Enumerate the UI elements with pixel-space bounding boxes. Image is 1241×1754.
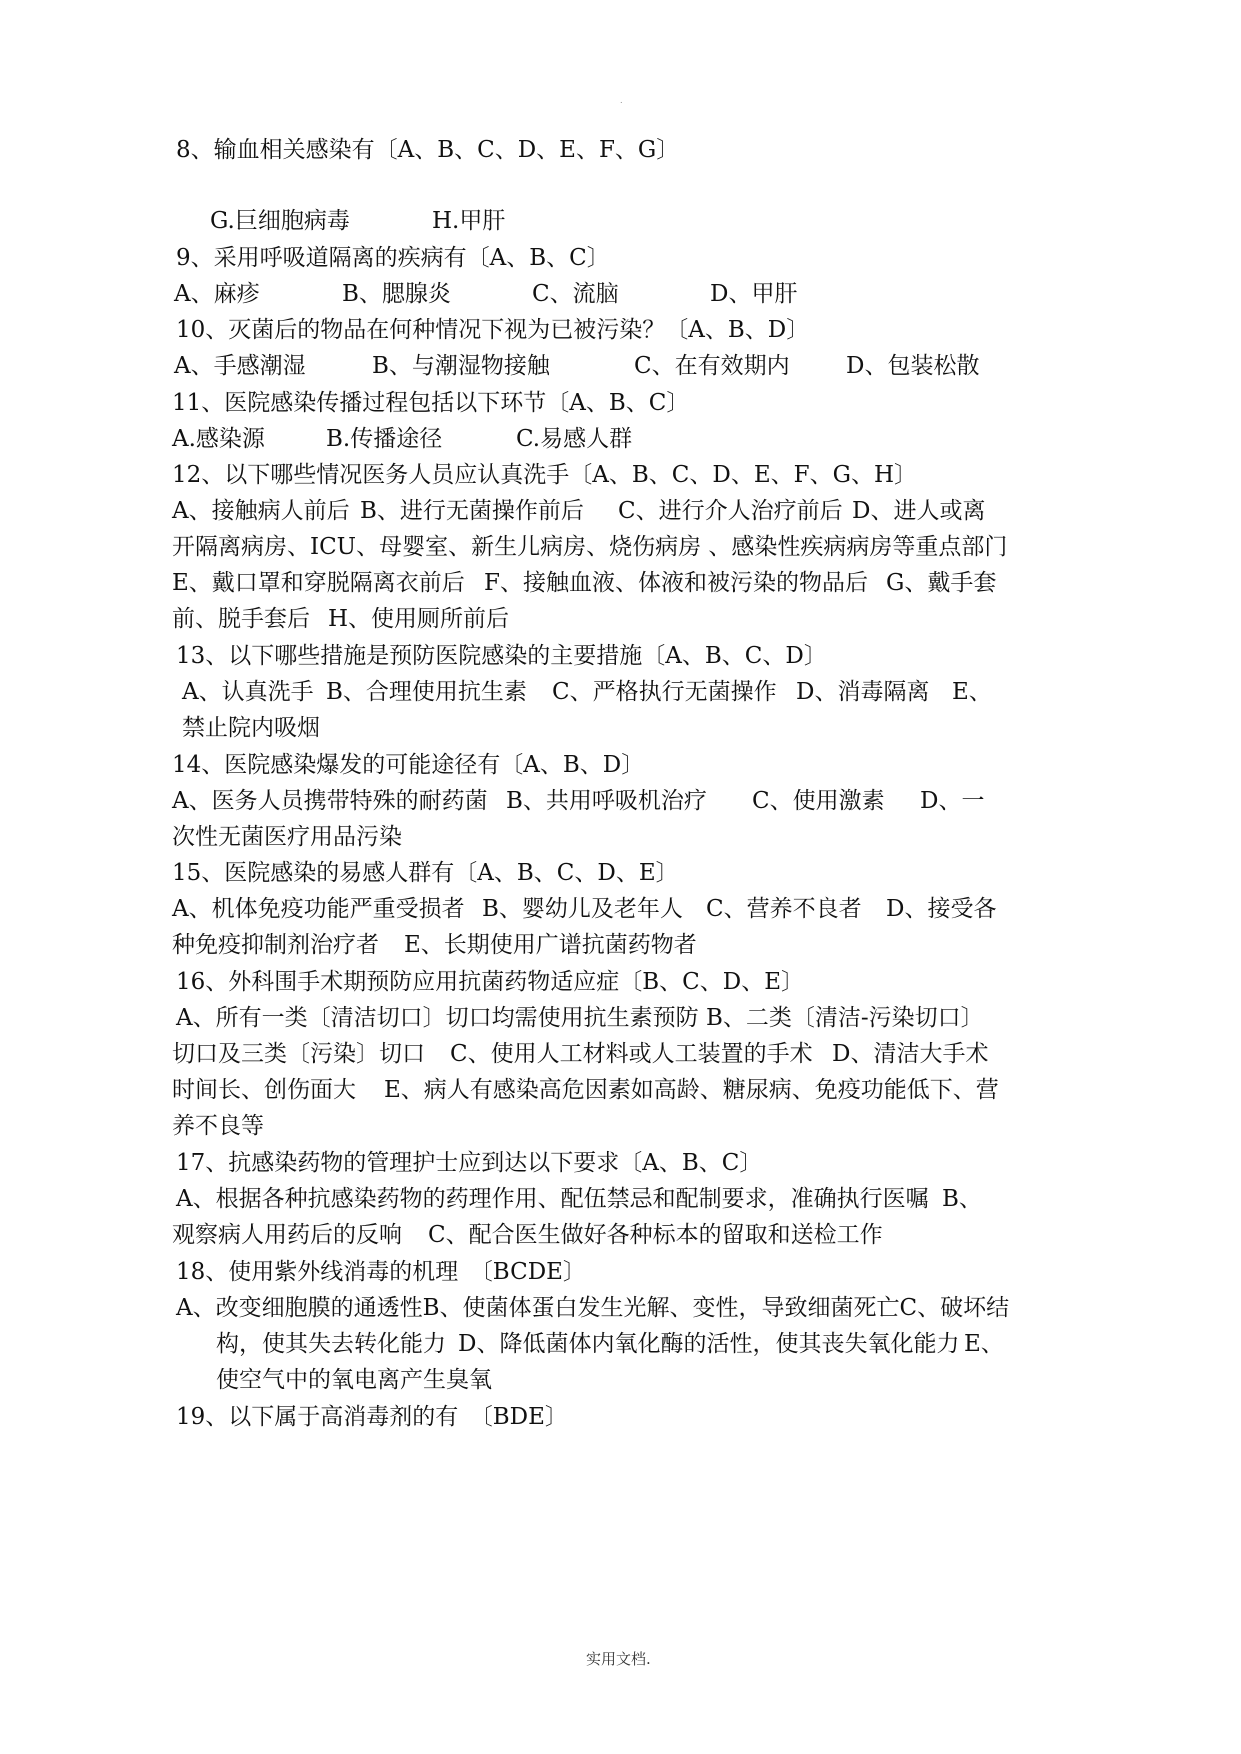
option: A、医务人员携带特殊的耐药菌	[172, 788, 488, 814]
option: B、婴幼儿及老年人	[482, 896, 683, 922]
option: F、接触血液、体液和被污染的物品后	[484, 570, 868, 596]
option: E、长期使用广谱抗菌药物者	[404, 932, 697, 958]
option: C、在有效期内	[634, 353, 790, 379]
option: A.感染源	[172, 426, 265, 452]
option-continuation: 使空气中的氧电离产生臭氧	[216, 1367, 492, 1393]
option: B、进行无菌操作前后	[360, 498, 584, 524]
option: C、使用人工材料或人工装置的手术	[450, 1041, 813, 1067]
page-footer: 实用文档.	[586, 1650, 651, 1668]
option: G、戴手套	[886, 570, 997, 596]
option: A、手感潮湿	[174, 353, 306, 379]
question-stem: 13、以下哪些措施是预防医院感染的主要措施〔A、B、C、D〕	[176, 643, 827, 669]
option: B、腮腺炎	[342, 281, 451, 307]
option: B.传播途径	[326, 426, 443, 452]
option: C、严格执行无菌操作	[552, 679, 777, 705]
option: C、营养不良者	[706, 896, 862, 922]
option: B、二类〔清洁-污染切口〕	[706, 1005, 984, 1031]
option: D、甲肝	[710, 281, 798, 307]
option: H.甲肝	[432, 208, 506, 234]
option: E、	[964, 1331, 1004, 1357]
option-continuation: 禁止院内吸烟	[182, 715, 320, 741]
question-stem: 9、采用呼吸道隔离的疾病有〔A、B、C〕	[176, 245, 610, 271]
option: B、与潮湿物接触	[372, 353, 550, 379]
question-stem: 8、输血相关感染有〔A、B、C、D、E、F、G〕	[176, 137, 680, 163]
option: A、接触病人前后	[172, 498, 350, 524]
option-continuation: 次性无菌医疗用品污染	[172, 824, 402, 850]
question-stem: 15、医院感染的易感人群有〔A、B、C、D、E〕	[172, 860, 679, 886]
question-stem: 12、以下哪些情况医务人员应认真洗手〔A、B、C、D、E、F、G、H〕	[172, 462, 917, 488]
option-continuation: 观察病人用药后的反响	[172, 1222, 402, 1248]
header-mark: .	[620, 96, 623, 105]
option: C.易感人群	[516, 426, 633, 452]
option: B、共用呼吸机治疗	[506, 788, 707, 814]
question-stem: 19、以下属于高消毒剂的有 〔BDE〕	[176, 1404, 568, 1430]
option: D、清洁大手术	[832, 1041, 989, 1067]
option: E、病人有感染高危因素如高龄、糖尿病、免疫功能低下、营	[384, 1077, 999, 1103]
option-continuation: 切口及三类〔污染〕切口	[172, 1041, 425, 1067]
question-stem: 16、外科围手术期预防应用抗菌药物适应症〔B、C、D、E〕	[176, 969, 804, 995]
option: D、进人或离	[852, 498, 986, 524]
question-stem: 11、医院感染传播过程包括以下环节〔A、B、C〕	[172, 390, 690, 416]
option: E、	[952, 679, 992, 705]
option: A、认真洗手	[182, 679, 314, 705]
option-continuation: 种免疫抑制剂治疗者	[172, 932, 379, 958]
option: C、进行介人治疗前后	[618, 498, 843, 524]
option: A、所有一类〔清洁切口〕切口均需使用抗生素预防	[176, 1005, 699, 1031]
option: A、根据各种抗感染药物的药理作用、配伍禁忌和配制要求，准确执行医嘱	[176, 1186, 929, 1212]
option-continuation: 开隔离病房、ICU、母婴室、新生儿病房、烧伤病房 、感染性疾病病房等重点部门	[172, 534, 1008, 560]
option: D、包装松散	[846, 353, 980, 379]
question-stem: 17、抗感染药物的管理护士应到达以下要求〔A、B、C〕	[176, 1150, 763, 1176]
option-continuation: 时间长、创伤面大	[172, 1077, 356, 1103]
option: D、消毒隔离	[796, 679, 930, 705]
option-continuation: 前、脱手套后	[172, 606, 310, 632]
option: D、一	[920, 788, 985, 814]
option-continuation: 养不良等	[172, 1113, 264, 1139]
question-stem: 10、灭菌后的物品在何种情况下视为已被污染？〔A、B、D〕	[176, 317, 810, 343]
option: C、使用激素	[752, 788, 885, 814]
option: G.巨细胞病毒	[210, 208, 350, 234]
option: D、降低菌体内氧化酶的活性，使其丧失氧化能力	[458, 1331, 960, 1357]
question-stem: 18、使用紫外线消毒的机理 〔BCDE〕	[176, 1259, 586, 1285]
option: E、戴口罩和穿脱隔离衣前后	[172, 570, 465, 596]
option: D、接受各	[886, 896, 997, 922]
option: C、流脑	[532, 281, 619, 307]
question-stem: 14、医院感染爆发的可能途径有〔A、B、D〕	[172, 752, 645, 778]
option: H、使用厕所前后	[328, 606, 510, 632]
option: C、配合医生做好各种标本的留取和送检工作	[428, 1222, 883, 1248]
option: A、改变细胞膜的通透性B、使菌体蛋白发生光解、变性，导致细菌死亡C、破坏结	[176, 1295, 1010, 1321]
option: A、机体免疫功能严重受损者	[172, 896, 465, 922]
option: B、	[942, 1186, 982, 1212]
option: B、合理使用抗生素	[326, 679, 527, 705]
option-continuation: 构，使其失去转化能力	[216, 1331, 446, 1357]
option: A、麻疹	[174, 281, 260, 307]
